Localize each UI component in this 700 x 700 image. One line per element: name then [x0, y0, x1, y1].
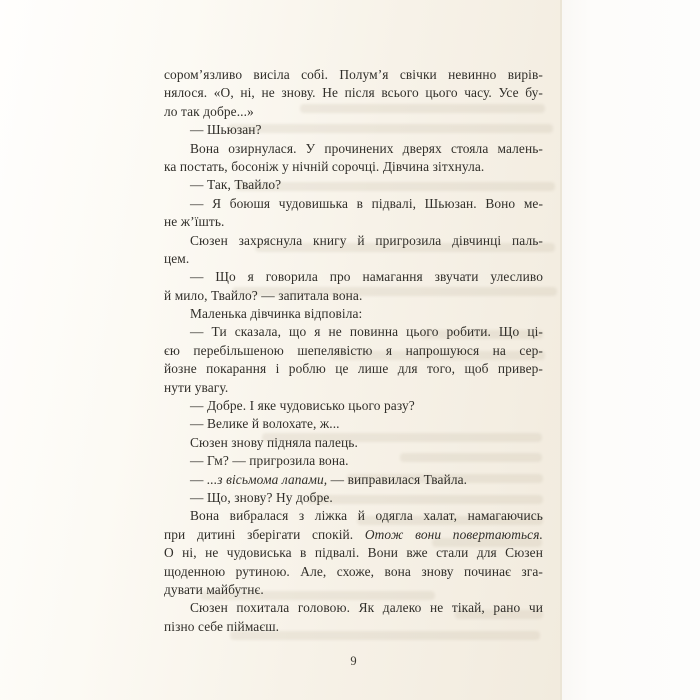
page-number: 9: [350, 654, 357, 668]
text-line: ка постать, босоніж у нічній сорочці. Дівчина зітхнула.: [164, 158, 485, 174]
scan-background: [562, 0, 700, 700]
text-line: нути увагу.: [164, 379, 229, 395]
text-line: — Ти сказала, що я не повинна цього робити. Що ці-: [190, 324, 543, 340]
text-line: Сюзен захряснула книгу й пригрозила дівчинці паль-: [190, 232, 543, 248]
text-line: нялося. «О, ні, не знову. Не після всього цього часу. Усе бу-: [164, 85, 543, 101]
text-line: не ж’їшть.: [164, 214, 225, 230]
text-line: пізно себе піймаєш.: [164, 618, 280, 634]
text-line: єю перебільшеною шепелявістю я напрошуюся на сер-: [164, 342, 543, 358]
text-line: — Велике й волохате, ж...: [190, 416, 340, 432]
text-line: — Я боюшя чудовишька в підвалі, Шьюзан. Воно ме-: [190, 195, 543, 211]
text-line: — Гм? — пригрозила вона.: [190, 453, 349, 469]
text-line: Сюзен похитала головою. Як далеко не тікай, рано чи: [190, 600, 543, 616]
text-line: Сюзен знову підняла палець.: [190, 434, 358, 450]
page-text: [164, 66, 543, 636]
text-line: — ...з вісьмома лапами, — виправилася Твайла.: [190, 471, 468, 487]
text-line: — Що я говорила про намагання звучати улесливо: [190, 269, 543, 285]
text-line: Вона вибралася з ліжка й одягла халат, намагаючись: [190, 508, 543, 524]
text-line: — Що, знову? Ну добре.: [190, 489, 333, 505]
text-line: — Так, Твайло?: [190, 177, 282, 193]
text-line: сором’язливо висіла собі. Полум’я свічки невинно вирів-: [164, 67, 543, 82]
text-line: щоденною рутиною. Але, схоже, вона знову починає зга-: [164, 563, 543, 579]
text-line: йозне покарання і роблю це лише для того, щоб привер-: [164, 361, 543, 377]
text-line: — Добре. І яке чудовисько цього разу?: [190, 398, 415, 414]
text-line: — Шьюзан?: [190, 122, 262, 138]
text-line: при дитині зберігати спокій. Отож вони повертаються.: [164, 526, 543, 542]
text-line: Маленька дівчинка відповіла:: [190, 306, 363, 322]
text-line: Вона озирнулася. У прочинених дверях стояла малень-: [190, 140, 543, 156]
text-line: ло так добре...»: [164, 103, 254, 119]
text-line: О ні, не чудовиська в підвалі. Вони вже стали для Сюзен: [164, 545, 543, 561]
text-line: й мило, Твайло? — запитала вона.: [164, 287, 363, 303]
text-line: дувати майбутнє.: [164, 581, 264, 597]
text-line: цем.: [164, 250, 190, 266]
